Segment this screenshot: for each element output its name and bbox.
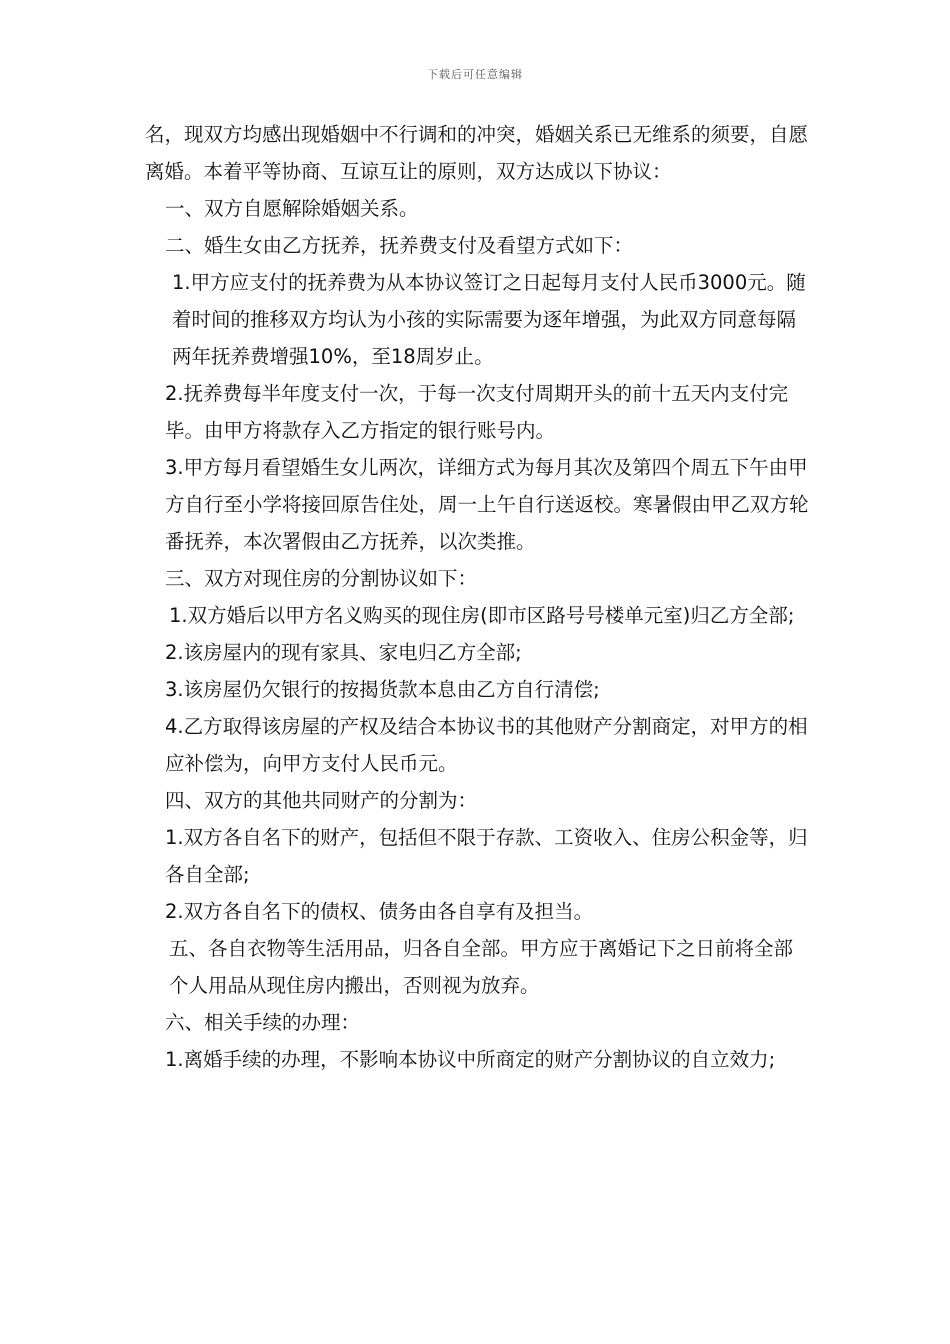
paragraph: 1.甲方应支付的抚养费为从本协议签订之日起每月支付人民币3000元。随着时间的推移双方均认为小孩的实际需要为逐年增强，为此双方同意每隔两年抚养费增强10%，至18周岁止。 [172,271,806,368]
paragraph: 4.乙方取得该房屋的产权及结合本协议书的其他财产分割商定，对甲方的相应补偿为，向甲方支付人民币元。 [165,715,808,775]
paragraph: 2.抚养费每半年度支付一次，于每一次支付周期开头的前十五天内支付完毕。由甲方将款存入乙方指定的银行账号内。 [165,382,789,442]
paragraph: 四、双方的其他共同财产的分割为： [165,789,478,812]
paragraph: 1.双方婚后以甲方名义购买的现住房(即市区路号号楼单元室)归乙方全部; [169,604,795,627]
paragraph: 名，现双方均感出现婚姻中不行调和的冲突，婚姻关系已无维系的须要，自愿离婚。本着平等协商、互谅互让的原则，双方达成以下协议： [145,123,809,183]
paragraph: 3.该房屋仍欠银行的按揭货款本息由乙方自行清偿; [165,678,600,701]
header-note: 下载后可任意编辑 [427,68,523,81]
paragraph: 2.双方各自名下的债权、债务由各自享有及担当。 [165,900,594,923]
paragraph: 二、婚生女由乙方抚养，抚养费支付及看望方式如下： [165,234,634,257]
paragraph: 1.离婚手续的办理，不影响本协议中所商定的财产分割协议的自立效力; [165,1048,776,1071]
paragraph: 1.双方各自名下的财产，包括但不限于存款、工资收入、住房公积金等，归各自全部; [165,826,808,886]
agreement-body [145,116,810,1078]
paragraph: 一、双方自愿解除婚姻关系。 [165,197,419,220]
paragraph: 3.甲方每月看望婚生女儿两次，详细方式为每月其次及第四个周五下午由甲方自行至小学将接回原告住处，周一上午自行送返校。寒暑假由甲乙双方轮番抚养，本次署假由乙方抚养，以次类推。 [165,456,809,553]
paragraph: 五、各自衣物等生活用品，归各自全部。甲方应于离婚记下之日前将全部个人用品从现住房内搬出，否则视为放弃。 [169,937,794,997]
paragraph: 2.该房屋内的现有家具、家电归乙方全部; [165,641,522,664]
paragraph: 三、双方对现住房的分割协议如下： [165,567,478,590]
paragraph: 六、相关手续的办理： [165,1011,361,1034]
